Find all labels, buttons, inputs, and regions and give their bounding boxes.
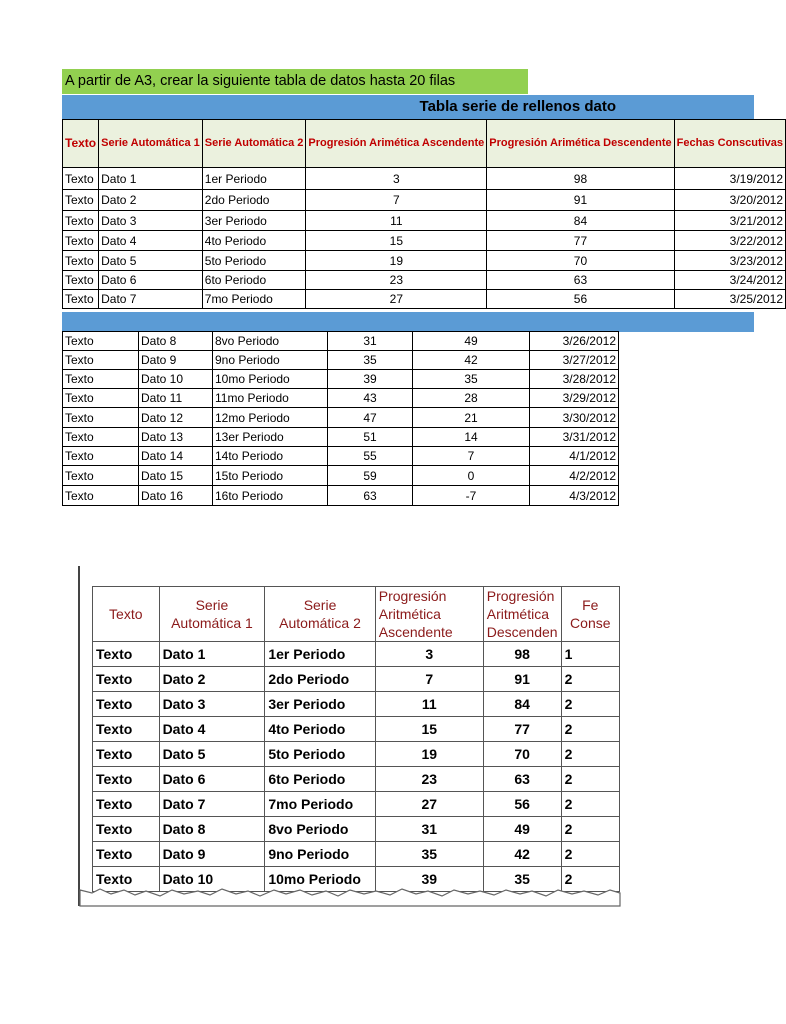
header-serie-2: Serie Automática 2 [202, 120, 306, 168]
image-table-row [93, 817, 620, 842]
image-table-cell: Texto [93, 717, 160, 742]
image-table-cell: 91 [483, 667, 561, 692]
bottom-cell-serie-2: 16to Periodo [213, 486, 328, 506]
bottom-cell-serie-2: 8vo Periodo [213, 332, 328, 351]
bottom-row [63, 466, 619, 486]
top-cell-texto: Texto [63, 251, 99, 271]
image-table-cell: Dato 9 [159, 842, 265, 867]
bottom-cell-fecha: 3/26/2012 [530, 332, 619, 351]
bottom-cell-serie-1: Dato 10 [139, 370, 213, 389]
bottom-cell-descendente: 7 [413, 447, 530, 466]
top-cell-serie-1: Dato 1 [99, 168, 203, 190]
top-cell-fecha: 3/23/2012 [674, 251, 785, 271]
image-table-cell: 27 [375, 792, 483, 817]
image-table-row [93, 742, 620, 767]
bottom-cell-texto: Texto [63, 486, 139, 506]
top-cell-serie-2: 5to Periodo [202, 251, 306, 271]
bottom-cell-descendente: 28 [413, 389, 530, 408]
bottom-cell-ascendente: 35 [328, 351, 413, 370]
image-table-cell: Dato 10 [159, 867, 265, 892]
image-table-cell: Texto [93, 767, 160, 792]
bottom-cell-ascendente: 59 [328, 466, 413, 486]
top-cell-serie-2: 3er Periodo [202, 211, 306, 231]
data-table-bottom [62, 331, 619, 506]
top-cell-serie-1: Dato 3 [99, 211, 203, 231]
image-table-cell: Dato 6 [159, 767, 265, 792]
top-cell-texto: Texto [63, 290, 99, 309]
bottom-cell-serie-1: Dato 14 [139, 447, 213, 466]
top-cell-serie-1: Dato 5 [99, 251, 203, 271]
image-table-cell: 2 [561, 667, 619, 692]
top-cell-texto: Texto [63, 211, 99, 231]
image-table [92, 586, 620, 892]
image-table-cell: 2 [561, 767, 619, 792]
bottom-cell-fecha: 3/28/2012 [530, 370, 619, 389]
top-cell-serie-1: Dato 4 [99, 231, 203, 251]
top-cell-descendente: 77 [487, 231, 674, 251]
top-cell-descendente: 91 [487, 190, 674, 211]
bottom-cell-fecha: 4/1/2012 [530, 447, 619, 466]
top-row [63, 190, 786, 211]
bottom-cell-texto: Texto [63, 389, 139, 408]
bottom-cell-texto: Texto [63, 351, 139, 370]
top-cell-serie-2: 6to Periodo [202, 271, 306, 290]
instruction-banner: A partir de A3, crear la siguiente tabla de datos hasta 20 filas [62, 69, 528, 94]
image-table-cell: 4to Periodo [265, 717, 375, 742]
image-table-row [93, 842, 620, 867]
top-cell-texto: Texto [63, 168, 99, 190]
bottom-cell-ascendente: 63 [328, 486, 413, 506]
bottom-cell-ascendente: 47 [328, 408, 413, 428]
image-table-cell: Texto [93, 867, 160, 892]
top-cell-ascendente: 15 [306, 231, 487, 251]
bottom-row [63, 408, 619, 428]
bottom-cell-serie-2: 14to Periodo [213, 447, 328, 466]
image-table-cell: 2do Periodo [265, 667, 375, 692]
pasted-table-image [78, 566, 620, 906]
top-cell-descendente: 56 [487, 290, 674, 309]
image-table-cell: 3 [375, 642, 483, 667]
bottom-cell-serie-2: 10mo Periodo [213, 370, 328, 389]
bottom-row [63, 389, 619, 408]
image-table-cell: 2 [561, 742, 619, 767]
top-row [63, 231, 786, 251]
image-table-cell: 2 [561, 792, 619, 817]
image-table-cell: Dato 5 [159, 742, 265, 767]
image-table-cell: 98 [483, 642, 561, 667]
image-table-cell: Dato 7 [159, 792, 265, 817]
image-table-cell: 3er Periodo [265, 692, 375, 717]
header-texto: Texto [63, 120, 99, 168]
bottom-cell-fecha: 3/27/2012 [530, 351, 619, 370]
bottom-row [63, 351, 619, 370]
header-descendente: Progresión Arimética Descendente [487, 120, 674, 168]
image-table-cell: 56 [483, 792, 561, 817]
bottom-cell-descendente: 42 [413, 351, 530, 370]
bottom-cell-serie-1: Dato 11 [139, 389, 213, 408]
bottom-cell-serie-2: 12mo Periodo [213, 408, 328, 428]
image-table-cell: 10mo Periodo [265, 867, 375, 892]
bottom-cell-descendente: -7 [413, 486, 530, 506]
top-row [63, 211, 786, 231]
bottom-cell-fecha: 4/3/2012 [530, 486, 619, 506]
bottom-cell-descendente: 49 [413, 332, 530, 351]
bottom-cell-texto: Texto [63, 428, 139, 447]
bottom-cell-descendente: 0 [413, 466, 530, 486]
top-cell-ascendente: 7 [306, 190, 487, 211]
separator-bar [62, 312, 754, 332]
bottom-row [63, 428, 619, 447]
top-cell-ascendente: 3 [306, 168, 487, 190]
top-cell-serie-2: 7mo Periodo [202, 290, 306, 309]
bottom-cell-serie-1: Dato 15 [139, 466, 213, 486]
bottom-cell-ascendente: 43 [328, 389, 413, 408]
image-table-cell: Dato 4 [159, 717, 265, 742]
image-table-cell: 1er Periodo [265, 642, 375, 667]
image-table-cell: 2 [561, 717, 619, 742]
bottom-cell-serie-2: 9no Periodo [213, 351, 328, 370]
bottom-cell-ascendente: 55 [328, 447, 413, 466]
image-table-cell: 15 [375, 717, 483, 742]
bottom-cell-serie-2: 11mo Periodo [213, 389, 328, 408]
header-serie-1: Serie Automática 1 [99, 120, 203, 168]
image-header-serie-1: Serie Automática 1 [159, 587, 265, 642]
bottom-row [63, 332, 619, 351]
image-table-cell: 2 [561, 692, 619, 717]
bottom-cell-fecha: 3/31/2012 [530, 428, 619, 447]
top-cell-fecha: 3/21/2012 [674, 211, 785, 231]
top-cell-fecha: 3/24/2012 [674, 271, 785, 290]
image-header-serie-2: Serie Automática 2 [265, 587, 375, 642]
image-table-row [93, 767, 620, 792]
bottom-cell-ascendente: 31 [328, 332, 413, 351]
image-table-cell: 49 [483, 817, 561, 842]
bottom-cell-texto: Texto [63, 370, 139, 389]
top-cell-serie-2: 1er Periodo [202, 168, 306, 190]
image-table-cell: 63 [483, 767, 561, 792]
bottom-cell-fecha: 3/30/2012 [530, 408, 619, 428]
image-header-row [93, 587, 620, 642]
image-table-cell: Texto [93, 692, 160, 717]
image-table-cell: 11 [375, 692, 483, 717]
image-header-ascendente: Progresión Aritmética Ascendente [375, 587, 483, 642]
top-cell-fecha: 3/25/2012 [674, 290, 785, 309]
top-cell-descendente: 98 [487, 168, 674, 190]
image-table-cell: 8vo Periodo [265, 817, 375, 842]
top-cell-serie-1: Dato 6 [99, 271, 203, 290]
image-table-row [93, 717, 620, 742]
image-header-descendente: Progresión Aritmética Descenden [483, 587, 561, 642]
top-cell-ascendente: 11 [306, 211, 487, 231]
image-table-cell: Texto [93, 667, 160, 692]
bottom-cell-texto: Texto [63, 447, 139, 466]
image-table-cell: 35 [483, 867, 561, 892]
top-cell-serie-1: Dato 2 [99, 190, 203, 211]
top-cell-serie-2: 2do Periodo [202, 190, 306, 211]
bottom-cell-serie-1: Dato 16 [139, 486, 213, 506]
bottom-cell-serie-1: Dato 13 [139, 428, 213, 447]
top-cell-serie-2: 4to Periodo [202, 231, 306, 251]
top-cell-fecha: 3/20/2012 [674, 190, 785, 211]
image-table-row [93, 667, 620, 692]
bottom-cell-serie-1: Dato 8 [139, 332, 213, 351]
image-table-cell: Texto [93, 642, 160, 667]
header-row [63, 120, 786, 168]
header-ascendente: Progresión Arimética Ascendente [306, 120, 487, 168]
image-table-cell: 7 [375, 667, 483, 692]
image-table-cell: 1 [561, 642, 619, 667]
bottom-cell-serie-1: Dato 12 [139, 408, 213, 428]
image-header-fechas: Fe Conse [561, 587, 619, 642]
image-table-cell: 39 [375, 867, 483, 892]
image-table-cell: 6to Periodo [265, 767, 375, 792]
top-cell-ascendente: 23 [306, 271, 487, 290]
bottom-cell-descendente: 35 [413, 370, 530, 389]
image-table-cell: Dato 8 [159, 817, 265, 842]
top-cell-ascendente: 27 [306, 290, 487, 309]
image-table-cell: Texto [93, 792, 160, 817]
bottom-cell-serie-1: Dato 9 [139, 351, 213, 370]
top-cell-texto: Texto [63, 231, 99, 251]
bottom-cell-descendente: 14 [413, 428, 530, 447]
torn-edge [80, 884, 620, 906]
bottom-row [63, 486, 619, 506]
image-header-texto: Texto [93, 587, 160, 642]
top-cell-serie-1: Dato 7 [99, 290, 203, 309]
image-table-row [93, 642, 620, 667]
bottom-cell-serie-2: 13er Periodo [213, 428, 328, 447]
top-row [63, 168, 786, 190]
image-table-cell: 7mo Periodo [265, 792, 375, 817]
header-fechas: Fechas Conscutivas [674, 120, 785, 168]
top-cell-descendente: 70 [487, 251, 674, 271]
bottom-cell-descendente: 21 [413, 408, 530, 428]
image-table-cell: Texto [93, 817, 160, 842]
image-table-cell: Dato 1 [159, 642, 265, 667]
top-row [63, 290, 786, 309]
image-table-cell: Dato 3 [159, 692, 265, 717]
top-cell-fecha: 3/22/2012 [674, 231, 785, 251]
top-row [63, 251, 786, 271]
bottom-cell-texto: Texto [63, 332, 139, 351]
image-table-cell: 35 [375, 842, 483, 867]
bottom-cell-fecha: 3/29/2012 [530, 389, 619, 408]
top-row [63, 271, 786, 290]
image-table-cell: 23 [375, 767, 483, 792]
image-table-cell: 9no Periodo [265, 842, 375, 867]
bottom-cell-fecha: 4/2/2012 [530, 466, 619, 486]
bottom-cell-texto: Texto [63, 466, 139, 486]
image-table-cell: 19 [375, 742, 483, 767]
bottom-cell-serie-2: 15to Periodo [213, 466, 328, 486]
top-cell-texto: Texto [63, 271, 99, 290]
image-table-row [93, 792, 620, 817]
top-cell-descendente: 84 [487, 211, 674, 231]
image-table-cell: 31 [375, 817, 483, 842]
image-table-cell: 2 [561, 817, 619, 842]
image-table-cell: 42 [483, 842, 561, 867]
image-table-cell: 77 [483, 717, 561, 742]
image-table-cell: Texto [93, 742, 160, 767]
bottom-cell-ascendente: 51 [328, 428, 413, 447]
bottom-row [63, 370, 619, 389]
top-cell-ascendente: 19 [306, 251, 487, 271]
data-table-top [62, 119, 786, 309]
image-table-row [93, 692, 620, 717]
bottom-cell-ascendente: 39 [328, 370, 413, 389]
top-cell-texto: Texto [63, 190, 99, 211]
top-cell-descendente: 63 [487, 271, 674, 290]
bottom-cell-texto: Texto [63, 408, 139, 428]
image-table-cell: Dato 2 [159, 667, 265, 692]
image-table-cell: Texto [93, 842, 160, 867]
image-table-cell: 70 [483, 742, 561, 767]
image-table-cell: 84 [483, 692, 561, 717]
bottom-row [63, 447, 619, 466]
image-table-cell: 2 [561, 867, 619, 892]
image-table-cell: 2 [561, 842, 619, 867]
top-cell-fecha: 3/19/2012 [674, 168, 785, 190]
table-title: Tabla serie de rellenos dato [419, 98, 616, 115]
image-table-cell: 5to Periodo [265, 742, 375, 767]
